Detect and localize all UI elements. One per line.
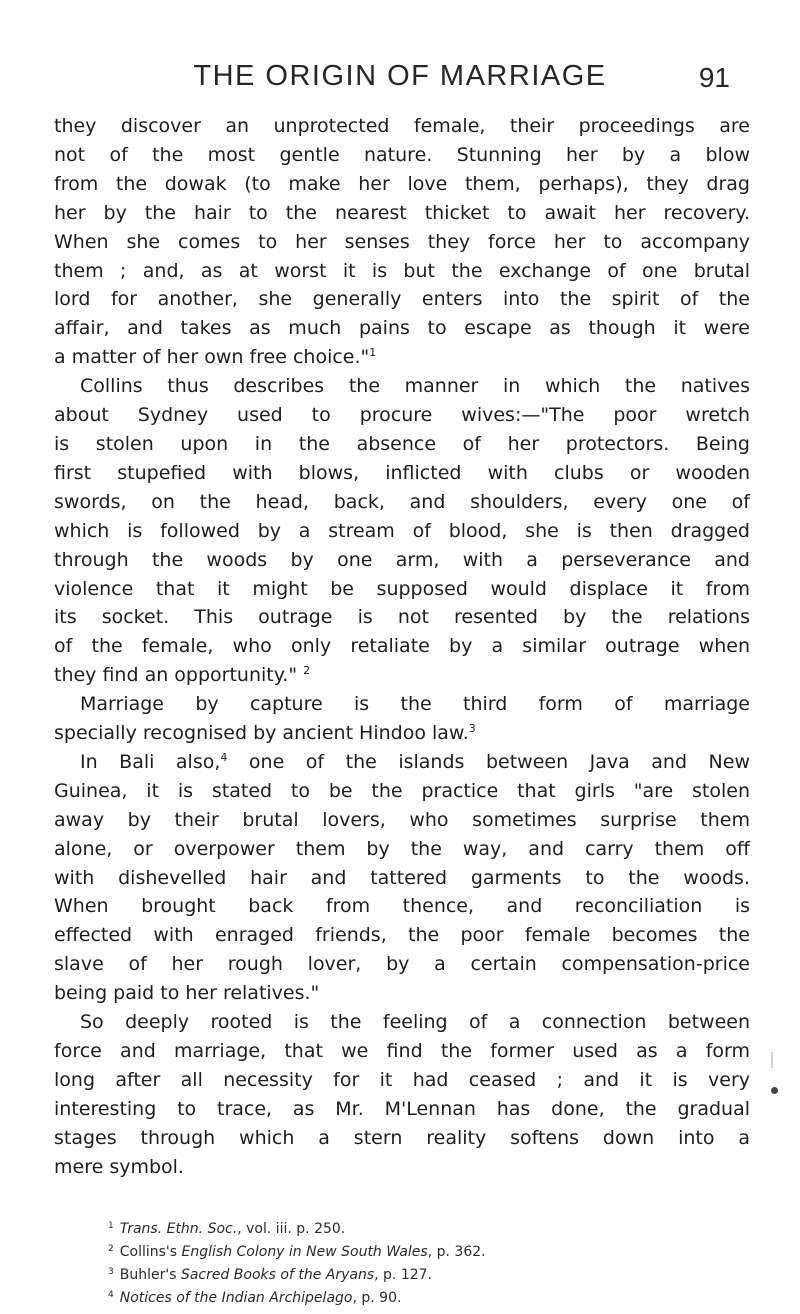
text-line: effected with enraged friends, the poor female becomes the [54,924,750,947]
footnote-number: 3 [108,1267,114,1277]
text-line: Guinea, it is stated to be the practice that girls "are stolen [54,779,750,802]
text-line: Marriage by capture is the third form of marriage [80,693,750,716]
text-fragment: they find an opportunity." [54,664,298,687]
text-line: them ; and, as at worst it is but the exchange of one brutal [54,259,750,282]
text-line: away by their brutal lovers, who sometimes surprise them [54,808,750,831]
text-line: her by the hair to the nearest thicket to await her recovery. [54,201,750,224]
running-head [0,56,800,96]
text-line [54,343,750,372]
text-line: alone, or overpower them by the way, and carry them off [54,837,750,860]
text-fragment: specially recognised by ancient Hindoo law. [54,722,469,745]
footnote-ref: 3 [468,722,476,736]
footnote-number: 2 [108,1244,114,1254]
text-line: they discover an unprotected female, their proceedings are [54,115,750,137]
footnotes [108,1216,748,1308]
text-line: When brought back from thence, and reconciliation is [54,895,750,918]
footnote-ref: 1 [369,346,377,360]
text-fragment: one of the islands between Java and New [227,750,750,773]
ink-spot [771,1087,778,1094]
text-line [54,719,750,748]
footnote-title: Sacred Books of the Aryans [180,1267,375,1283]
text-line: stages through which a stern reality softens down into a [54,1126,750,1149]
text-line: slave of her rough lover, by a certain compensation-price [54,953,750,976]
text-line: being paid to her relatives." [54,982,320,1005]
footnote-number: 1 [108,1221,114,1231]
footnote-ref: 4 [220,750,228,764]
body-text [54,112,750,1182]
text-line: not of the most gentle nature. Stunning her by a blow [54,143,750,166]
text-line: So deeply rooted is the feeling of a connection between [80,1011,750,1034]
text-line: first stupefied with blows, inflicted with clubs or wooden [54,461,750,484]
footnote-text: Buhler's [119,1267,181,1283]
text-line: is stolen upon in the absence of her protectors. Being [54,432,750,455]
margin-mark [771,1052,773,1068]
footnote-title: Notices of the Indian Archipelago [119,1290,353,1306]
text-line: which is followed by a stream of blood, she is then dragged [54,519,750,542]
text-line: swords, on the head, back, and shoulders, every one of [54,490,750,513]
text-line: When she comes to her senses they force her to accompany [54,230,750,253]
footnote [108,1216,748,1239]
text-line: violence that it might be supposed would displace it from [54,577,750,600]
footnote-number: 4 [108,1290,114,1300]
text-line: from the dowak (to make her love them, perhaps), they drag [54,172,750,195]
text-line: long after all necessity for it had ceased ; and it is very [54,1068,750,1091]
text-line: about Sydney used to procure wives:—"The poor wretch [54,404,750,427]
footnote-text: , vol. iii. p. 250. [237,1221,346,1237]
footnote-text: Collins's [119,1244,182,1260]
text-fragment: In Bali also, [80,750,221,773]
text-line: interesting to trace, as Mr. M'Lennan has done, the gradual [54,1097,750,1120]
text-line: of the female, who only retaliate by a similar outrage when [54,635,750,658]
text-line: with dishevelled hair and tattered garments to the woods. [54,866,750,889]
page-number: 91 [698,62,730,93]
text-line [54,748,750,777]
text-line: through the woods by one arm, with a perseverance and [54,548,750,571]
footnote [108,1285,748,1308]
footnote-ref: 2 [303,664,311,678]
text-line: Collins thus describes the manner in which the natives [80,375,750,398]
text-line [54,661,750,690]
text-line: affair, and takes as much pains to escape as though it were [54,317,750,340]
text-line: its socket. This outrage is not resented by the relations [54,606,750,629]
footnote-title: Trans. Ethn. Soc. [119,1221,238,1237]
footnote [108,1262,748,1285]
running-title: THE ORIGIN OF MARRIAGE [193,60,607,92]
text-fragment: a matter of her own free choice." [54,346,370,369]
footnote-title: English Colony in New South Wales [181,1244,428,1260]
text-line: lord for another, she generally enters into the spirit of the [54,288,750,311]
footnote-text: , p. 127. [374,1267,432,1283]
footnote [108,1239,748,1262]
text-line: mere symbol. [54,1155,184,1178]
text-line: force and marriage, that we find the former used as a form [54,1040,750,1062]
footnote-text: , p. 90. [352,1290,402,1306]
footnote-text: , p. 362. [427,1244,486,1260]
